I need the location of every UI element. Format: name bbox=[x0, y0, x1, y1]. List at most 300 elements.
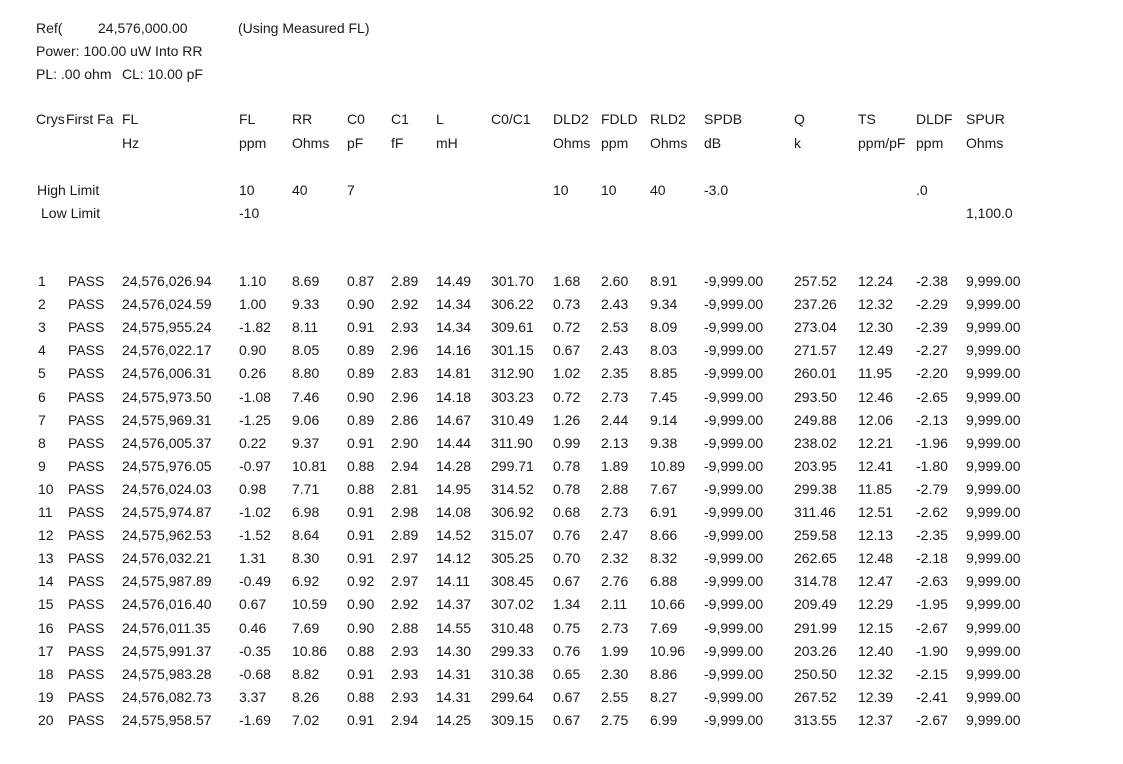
column-unit-fdld: ppm bbox=[601, 135, 629, 151]
cell-c0: 0.91 bbox=[347, 435, 375, 451]
cell-c0c1: 309.61 bbox=[491, 319, 534, 335]
cell-dld2: 1.34 bbox=[553, 596, 581, 612]
cell-c0: 0.89 bbox=[347, 412, 375, 428]
cell-rr: 7.71 bbox=[292, 481, 320, 497]
cell-q: 291.99 bbox=[794, 620, 837, 636]
cell-status: PASS bbox=[68, 412, 105, 428]
column-header-dld2: DLD2 bbox=[553, 111, 589, 127]
cell-fl: 24,576,005.37 bbox=[122, 435, 212, 451]
cell-rr: 6.98 bbox=[292, 504, 320, 520]
cell-l: 14.52 bbox=[436, 527, 472, 543]
cell-spdb: -9,999.00 bbox=[704, 481, 764, 497]
cell-spur: 9,999.00 bbox=[966, 319, 1021, 335]
cell-rr: 8.80 bbox=[292, 365, 320, 381]
cell-c0c1: 306.92 bbox=[491, 504, 534, 520]
cell-spdb: -9,999.00 bbox=[704, 273, 764, 289]
cell-dldf: -2.20 bbox=[916, 365, 948, 381]
cell-dld2: 0.67 bbox=[553, 712, 581, 728]
cell-c1: 2.93 bbox=[391, 666, 419, 682]
column-unit-spur: Ohms bbox=[966, 135, 1004, 151]
cell-dld2: 1.26 bbox=[553, 412, 581, 428]
cell-ts: 12.21 bbox=[858, 435, 894, 451]
cell-status: PASS bbox=[68, 389, 105, 405]
cell-status: PASS bbox=[68, 481, 105, 497]
cell-fdld: 2.32 bbox=[601, 550, 629, 566]
cell-fl: 24,575,987.89 bbox=[122, 573, 212, 589]
cell-rr: 10.59 bbox=[292, 596, 328, 612]
cell-dld2: 0.65 bbox=[553, 666, 581, 682]
cell-dld2: 0.73 bbox=[553, 296, 581, 312]
cell-c0c1: 305.25 bbox=[491, 550, 534, 566]
cell-c0: 0.91 bbox=[347, 712, 375, 728]
cell-dldf: -2.65 bbox=[916, 389, 948, 405]
cell-spdb: -9,999.00 bbox=[704, 458, 764, 474]
cell-c0: 0.91 bbox=[347, 527, 375, 543]
cell-spur: 9,999.00 bbox=[966, 712, 1021, 728]
cell-flppm: -0.97 bbox=[239, 458, 271, 474]
column-unit-spdb: dB bbox=[704, 135, 722, 151]
cell-num: 4 bbox=[38, 342, 46, 358]
cell-num: 14 bbox=[38, 573, 54, 589]
cell-dld2: 0.78 bbox=[553, 458, 581, 474]
cell-c0c1: 299.33 bbox=[491, 643, 534, 659]
cell-l: 14.81 bbox=[436, 365, 472, 381]
cell-ts: 12.24 bbox=[858, 273, 894, 289]
cell-ts: 12.15 bbox=[858, 620, 894, 636]
cell-c0c1: 299.64 bbox=[491, 689, 534, 705]
cell-num: 1 bbox=[38, 273, 46, 289]
cell-c1: 2.88 bbox=[391, 620, 419, 636]
cell-q: 203.95 bbox=[794, 458, 837, 474]
cell-q: 249.88 bbox=[794, 412, 837, 428]
cell-dldf: -2.39 bbox=[916, 319, 948, 335]
cell-rld2: 8.32 bbox=[650, 550, 678, 566]
cell-rld2: 8.86 bbox=[650, 666, 678, 682]
cell-spdb: -9,999.00 bbox=[704, 689, 764, 705]
cell-dld2: 0.99 bbox=[553, 435, 581, 451]
cell-fl: 24,575,991.37 bbox=[122, 643, 212, 659]
column-header-flppm: FL bbox=[239, 111, 256, 127]
cell-c0: 0.89 bbox=[347, 342, 375, 358]
cell-fdld: 2.13 bbox=[601, 435, 629, 451]
cell-c0: 0.88 bbox=[347, 689, 375, 705]
cell-l: 14.28 bbox=[436, 458, 472, 474]
cell-ts: 12.40 bbox=[858, 643, 894, 659]
cell-ts: 12.13 bbox=[858, 527, 894, 543]
cell-dld2: 0.70 bbox=[553, 550, 581, 566]
column-unit-l: mH bbox=[436, 135, 458, 151]
column-unit-rr: Ohms bbox=[292, 135, 330, 151]
cell-spur: 9,999.00 bbox=[966, 620, 1021, 636]
cell-ts: 12.47 bbox=[858, 573, 894, 589]
cell-flppm: 0.46 bbox=[239, 620, 267, 636]
cell-l: 14.95 bbox=[436, 481, 472, 497]
cell-num: 8 bbox=[38, 435, 46, 451]
cell-rld2: 8.09 bbox=[650, 319, 678, 335]
cell-spur: 9,999.00 bbox=[966, 481, 1021, 497]
cell-status: PASS bbox=[68, 458, 105, 474]
cell-rld2: 10.66 bbox=[650, 596, 686, 612]
cell-num: 19 bbox=[38, 689, 54, 705]
cell-fl: 24,576,082.73 bbox=[122, 689, 212, 705]
cell-q: 238.02 bbox=[794, 435, 837, 451]
cell-ts: 12.41 bbox=[858, 458, 894, 474]
high-limit-label: High Limit bbox=[37, 182, 100, 198]
cell-fl: 24,576,026.94 bbox=[122, 273, 212, 289]
cell-spur: 9,999.00 bbox=[966, 458, 1021, 474]
cell-rld2: 6.91 bbox=[650, 504, 678, 520]
cell-num: 7 bbox=[38, 412, 46, 428]
cell-q: 262.65 bbox=[794, 550, 837, 566]
cell-dldf: -2.13 bbox=[916, 412, 948, 428]
cell-l: 14.49 bbox=[436, 273, 472, 289]
cell-c0: 0.90 bbox=[347, 296, 375, 312]
column-header-c0: C0 bbox=[347, 111, 365, 127]
cell-rld2: 6.88 bbox=[650, 573, 678, 589]
cell-l: 14.31 bbox=[436, 689, 472, 705]
cell-num: 3 bbox=[38, 319, 46, 335]
cell-dld2: 0.72 bbox=[553, 389, 581, 405]
column-header-q: Q bbox=[794, 111, 805, 127]
cell-flppm: -1.69 bbox=[239, 712, 271, 728]
cell-fl: 24,575,976.05 bbox=[122, 458, 212, 474]
cell-q: 299.38 bbox=[794, 481, 837, 497]
cell-spdb: -9,999.00 bbox=[704, 712, 764, 728]
cell-fdld: 2.47 bbox=[601, 527, 629, 543]
cell-spdb: -9,999.00 bbox=[704, 527, 764, 543]
high-limit-rld2: 40 bbox=[650, 182, 666, 198]
cell-c1: 2.98 bbox=[391, 504, 419, 520]
cell-fl: 24,576,006.31 bbox=[122, 365, 212, 381]
cell-rr: 10.86 bbox=[292, 643, 328, 659]
cell-spdb: -9,999.00 bbox=[704, 550, 764, 566]
cell-q: 260.01 bbox=[794, 365, 837, 381]
cell-spur: 9,999.00 bbox=[966, 389, 1021, 405]
cell-spur: 9,999.00 bbox=[966, 504, 1021, 520]
cell-rr: 8.69 bbox=[292, 273, 320, 289]
cell-num: 6 bbox=[38, 389, 46, 405]
cell-rr: 10.81 bbox=[292, 458, 328, 474]
cell-fl: 24,575,969.31 bbox=[122, 412, 212, 428]
cell-fl: 24,575,974.87 bbox=[122, 504, 212, 520]
cell-ts: 12.30 bbox=[858, 319, 894, 335]
cell-spur: 9,999.00 bbox=[966, 689, 1021, 705]
cell-spdb: -9,999.00 bbox=[704, 412, 764, 428]
column-header-status: First Fa bbox=[66, 111, 114, 127]
cell-status: PASS bbox=[68, 435, 105, 451]
cell-c1: 2.93 bbox=[391, 319, 419, 335]
cell-c0: 0.88 bbox=[347, 458, 375, 474]
cell-fdld: 2.43 bbox=[601, 342, 629, 358]
cell-q: 313.55 bbox=[794, 712, 837, 728]
cell-c0c1: 310.49 bbox=[491, 412, 534, 428]
cell-fdld: 2.76 bbox=[601, 573, 629, 589]
cell-c0c1: 301.15 bbox=[491, 342, 534, 358]
cell-dldf: -2.62 bbox=[916, 504, 948, 520]
cell-dldf: -1.96 bbox=[916, 435, 948, 451]
cell-l: 14.37 bbox=[436, 596, 472, 612]
cell-c0: 0.90 bbox=[347, 389, 375, 405]
cell-q: 250.50 bbox=[794, 666, 837, 682]
column-unit-flppm: ppm bbox=[239, 135, 267, 151]
cell-status: PASS bbox=[68, 689, 105, 705]
cell-c1: 2.97 bbox=[391, 550, 419, 566]
cell-dld2: 0.68 bbox=[553, 504, 581, 520]
cell-rld2: 9.38 bbox=[650, 435, 678, 451]
cell-dld2: 0.76 bbox=[553, 643, 581, 659]
cell-flppm: -1.02 bbox=[239, 504, 271, 520]
low-limit-label: Low Limit bbox=[41, 205, 101, 221]
cell-status: PASS bbox=[68, 712, 105, 728]
cell-num: 9 bbox=[38, 458, 46, 474]
cell-spur: 9,999.00 bbox=[966, 573, 1021, 589]
cell-dldf: -2.79 bbox=[916, 481, 948, 497]
cell-fdld: 2.35 bbox=[601, 365, 629, 381]
cell-rld2: 9.14 bbox=[650, 412, 678, 428]
cell-rld2: 8.91 bbox=[650, 273, 678, 289]
cell-ts: 12.49 bbox=[858, 342, 894, 358]
cell-c0c1: 310.38 bbox=[491, 666, 534, 682]
cell-rld2: 6.99 bbox=[650, 712, 678, 728]
cell-l: 14.34 bbox=[436, 319, 472, 335]
cell-c1: 2.83 bbox=[391, 365, 419, 381]
cell-dldf: -2.18 bbox=[916, 550, 948, 566]
cell-fdld: 2.55 bbox=[601, 689, 629, 705]
cell-c0c1: 315.07 bbox=[491, 527, 534, 543]
cell-q: 259.58 bbox=[794, 527, 837, 543]
cell-rr: 7.69 bbox=[292, 620, 320, 636]
cell-rr: 8.05 bbox=[292, 342, 320, 358]
cell-spdb: -9,999.00 bbox=[704, 296, 764, 312]
cell-status: PASS bbox=[68, 527, 105, 543]
cell-dldf: -1.95 bbox=[916, 596, 948, 612]
cell-ts: 12.06 bbox=[858, 412, 894, 428]
cell-dldf: -2.27 bbox=[916, 342, 948, 358]
cell-c0c1: 301.70 bbox=[491, 273, 534, 289]
cell-c0c1: 309.15 bbox=[491, 712, 534, 728]
cell-status: PASS bbox=[68, 296, 105, 312]
cell-spur: 9,999.00 bbox=[966, 550, 1021, 566]
cell-l: 14.18 bbox=[436, 389, 472, 405]
cell-c0: 0.88 bbox=[347, 481, 375, 497]
cell-dldf: -1.80 bbox=[916, 458, 948, 474]
column-unit-q: k bbox=[794, 135, 801, 151]
cell-status: PASS bbox=[68, 504, 105, 520]
cell-l: 14.25 bbox=[436, 712, 472, 728]
cell-l: 14.34 bbox=[436, 296, 472, 312]
cell-spur: 9,999.00 bbox=[966, 527, 1021, 543]
cell-l: 14.12 bbox=[436, 550, 472, 566]
cell-spur: 9,999.00 bbox=[966, 296, 1021, 312]
column-header-spdb: SPDB bbox=[704, 111, 743, 127]
cell-fl: 24,576,016.40 bbox=[122, 596, 212, 612]
cell-ts: 12.39 bbox=[858, 689, 894, 705]
cell-status: PASS bbox=[68, 365, 105, 381]
cell-ts: 12.48 bbox=[858, 550, 894, 566]
cell-fl: 24,575,962.53 bbox=[122, 527, 212, 543]
column-header-rr: RR bbox=[292, 111, 313, 127]
cell-c1: 2.89 bbox=[391, 273, 419, 289]
cell-dld2: 0.72 bbox=[553, 319, 581, 335]
cell-flppm: 3.37 bbox=[239, 689, 267, 705]
cell-status: PASS bbox=[68, 342, 105, 358]
cell-fl: 24,575,983.28 bbox=[122, 666, 212, 682]
cell-spdb: -9,999.00 bbox=[704, 365, 764, 381]
cell-status: PASS bbox=[68, 666, 105, 682]
cell-c1: 2.94 bbox=[391, 712, 419, 728]
cell-q: 271.57 bbox=[794, 342, 837, 358]
cell-rr: 9.37 bbox=[292, 435, 320, 451]
cell-spdb: -9,999.00 bbox=[704, 573, 764, 589]
cell-flppm: -0.68 bbox=[239, 666, 271, 682]
cell-num: 17 bbox=[38, 643, 54, 659]
cell-fdld: 2.11 bbox=[601, 596, 628, 612]
cell-dldf: -2.41 bbox=[916, 689, 948, 705]
cell-spdb: -9,999.00 bbox=[704, 596, 764, 612]
cell-status: PASS bbox=[68, 573, 105, 589]
cell-flppm: -1.08 bbox=[239, 389, 271, 405]
cell-fl: 24,575,973.50 bbox=[122, 389, 212, 405]
cell-c1: 2.96 bbox=[391, 342, 419, 358]
cell-ts: 12.37 bbox=[858, 712, 894, 728]
cell-rr: 8.11 bbox=[292, 319, 319, 335]
cell-dld2: 1.02 bbox=[553, 365, 581, 381]
low-limit-flppm: -10 bbox=[239, 205, 260, 221]
cell-spur: 9,999.00 bbox=[966, 273, 1021, 289]
cell-q: 293.50 bbox=[794, 389, 837, 405]
cell-c1: 2.86 bbox=[391, 412, 419, 428]
column-unit-c1: fF bbox=[391, 135, 404, 151]
cell-fl: 24,575,955.24 bbox=[122, 319, 212, 335]
cell-c0c1: 311.90 bbox=[491, 435, 533, 451]
cell-fl: 24,576,022.17 bbox=[122, 342, 212, 358]
cell-c0: 0.91 bbox=[347, 504, 375, 520]
cell-ts: 12.29 bbox=[858, 596, 894, 612]
column-header-l: L bbox=[436, 111, 444, 127]
cell-num: 15 bbox=[38, 596, 54, 612]
cell-num: 10 bbox=[38, 481, 54, 497]
cell-flppm: 0.98 bbox=[239, 481, 267, 497]
high-limit-rr: 40 bbox=[292, 182, 308, 198]
cell-c0c1: 306.22 bbox=[491, 296, 534, 312]
cell-fdld: 2.73 bbox=[601, 620, 629, 636]
cell-q: 209.49 bbox=[794, 596, 837, 612]
column-header-c1: C1 bbox=[391, 111, 409, 127]
cell-c0c1: 308.45 bbox=[491, 573, 534, 589]
cell-status: PASS bbox=[68, 596, 105, 612]
cell-spdb: -9,999.00 bbox=[704, 620, 764, 636]
cell-fl: 24,576,011.35 bbox=[122, 620, 211, 636]
cell-spdb: -9,999.00 bbox=[704, 643, 764, 659]
column-header-c0c1: C0/C1 bbox=[491, 111, 531, 127]
cell-dld2: 1.68 bbox=[553, 273, 581, 289]
cell-spdb: -9,999.00 bbox=[704, 342, 764, 358]
cell-status: PASS bbox=[68, 643, 105, 659]
cell-rr: 8.82 bbox=[292, 666, 320, 682]
cell-c0: 0.87 bbox=[347, 273, 375, 289]
cell-status: PASS bbox=[68, 273, 105, 289]
cell-flppm: -0.49 bbox=[239, 573, 271, 589]
cell-flppm: -1.82 bbox=[239, 319, 271, 335]
cell-dld2: 0.67 bbox=[553, 573, 581, 589]
cell-spur: 9,999.00 bbox=[966, 365, 1021, 381]
cell-rr: 8.64 bbox=[292, 527, 320, 543]
ref-label: Ref( bbox=[36, 20, 61, 36]
cell-fdld: 1.99 bbox=[601, 643, 629, 659]
cell-rr: 8.26 bbox=[292, 689, 320, 705]
cell-rld2: 9.34 bbox=[650, 296, 678, 312]
column-header-rld2: RLD2 bbox=[650, 111, 686, 127]
cell-flppm: 1.10 bbox=[239, 273, 267, 289]
cell-ts: 12.32 bbox=[858, 666, 894, 682]
pl-label: PL: .00 ohm bbox=[36, 66, 112, 82]
cell-fdld: 2.75 bbox=[601, 712, 629, 728]
cell-q: 203.26 bbox=[794, 643, 837, 659]
column-header-spur: SPUR bbox=[966, 111, 1005, 127]
high-limit-fdld: 10 bbox=[601, 182, 617, 198]
cell-fdld: 2.43 bbox=[601, 296, 629, 312]
high-limit-dld2: 10 bbox=[553, 182, 569, 198]
cell-ts: 11.95 bbox=[858, 365, 892, 381]
cell-c0: 0.91 bbox=[347, 666, 375, 682]
cell-q: 273.04 bbox=[794, 319, 837, 335]
cell-c0: 0.89 bbox=[347, 365, 375, 381]
low-limit-spur: 1,100.0 bbox=[966, 205, 1013, 221]
cell-num: 13 bbox=[38, 550, 54, 566]
cell-ts: 12.46 bbox=[858, 389, 894, 405]
column-header-fdld: FDLD bbox=[601, 111, 638, 127]
cell-ts: 12.51 bbox=[858, 504, 894, 520]
cell-c1: 2.92 bbox=[391, 596, 419, 612]
cell-rr: 9.06 bbox=[292, 412, 320, 428]
cell-dld2: 0.78 bbox=[553, 481, 581, 497]
cell-spdb: -9,999.00 bbox=[704, 435, 764, 451]
cell-status: PASS bbox=[68, 550, 105, 566]
cell-fl: 24,576,024.59 bbox=[122, 296, 212, 312]
cell-dld2: 0.76 bbox=[553, 527, 581, 543]
cell-fdld: 2.44 bbox=[601, 412, 629, 428]
cell-spur: 9,999.00 bbox=[966, 643, 1021, 659]
high-limit-c0: 7 bbox=[347, 182, 355, 198]
column-header-fl: FL bbox=[122, 111, 139, 127]
cell-q: 267.52 bbox=[794, 689, 837, 705]
column-unit-rld2: Ohms bbox=[650, 135, 688, 151]
cell-c1: 2.94 bbox=[391, 458, 419, 474]
column-unit-fl: Hz bbox=[122, 135, 140, 151]
cell-c1: 2.93 bbox=[391, 689, 419, 705]
cell-spur: 9,999.00 bbox=[966, 666, 1021, 682]
cell-spdb: -9,999.00 bbox=[704, 504, 764, 520]
cell-spur: 9,999.00 bbox=[966, 596, 1021, 612]
cell-c0c1: 312.90 bbox=[491, 365, 534, 381]
column-header-num: Crys bbox=[36, 111, 65, 127]
cell-dldf: -2.67 bbox=[916, 620, 948, 636]
cell-status: PASS bbox=[68, 319, 105, 335]
cell-dldf: -2.63 bbox=[916, 573, 948, 589]
cell-dldf: -2.15 bbox=[916, 666, 948, 682]
cell-flppm: 0.26 bbox=[239, 365, 267, 381]
cell-flppm: 0.67 bbox=[239, 596, 267, 612]
cell-rld2: 7.67 bbox=[650, 481, 678, 497]
cell-ts: 11.85 bbox=[858, 481, 892, 497]
cell-l: 14.31 bbox=[436, 666, 472, 682]
cell-dldf: -2.29 bbox=[916, 296, 948, 312]
high-limit-dldf: .0 bbox=[916, 182, 928, 198]
cell-status: PASS bbox=[68, 620, 105, 636]
cell-c0: 0.88 bbox=[347, 643, 375, 659]
cell-spdb: -9,999.00 bbox=[704, 389, 764, 405]
cell-num: 16 bbox=[38, 620, 54, 636]
